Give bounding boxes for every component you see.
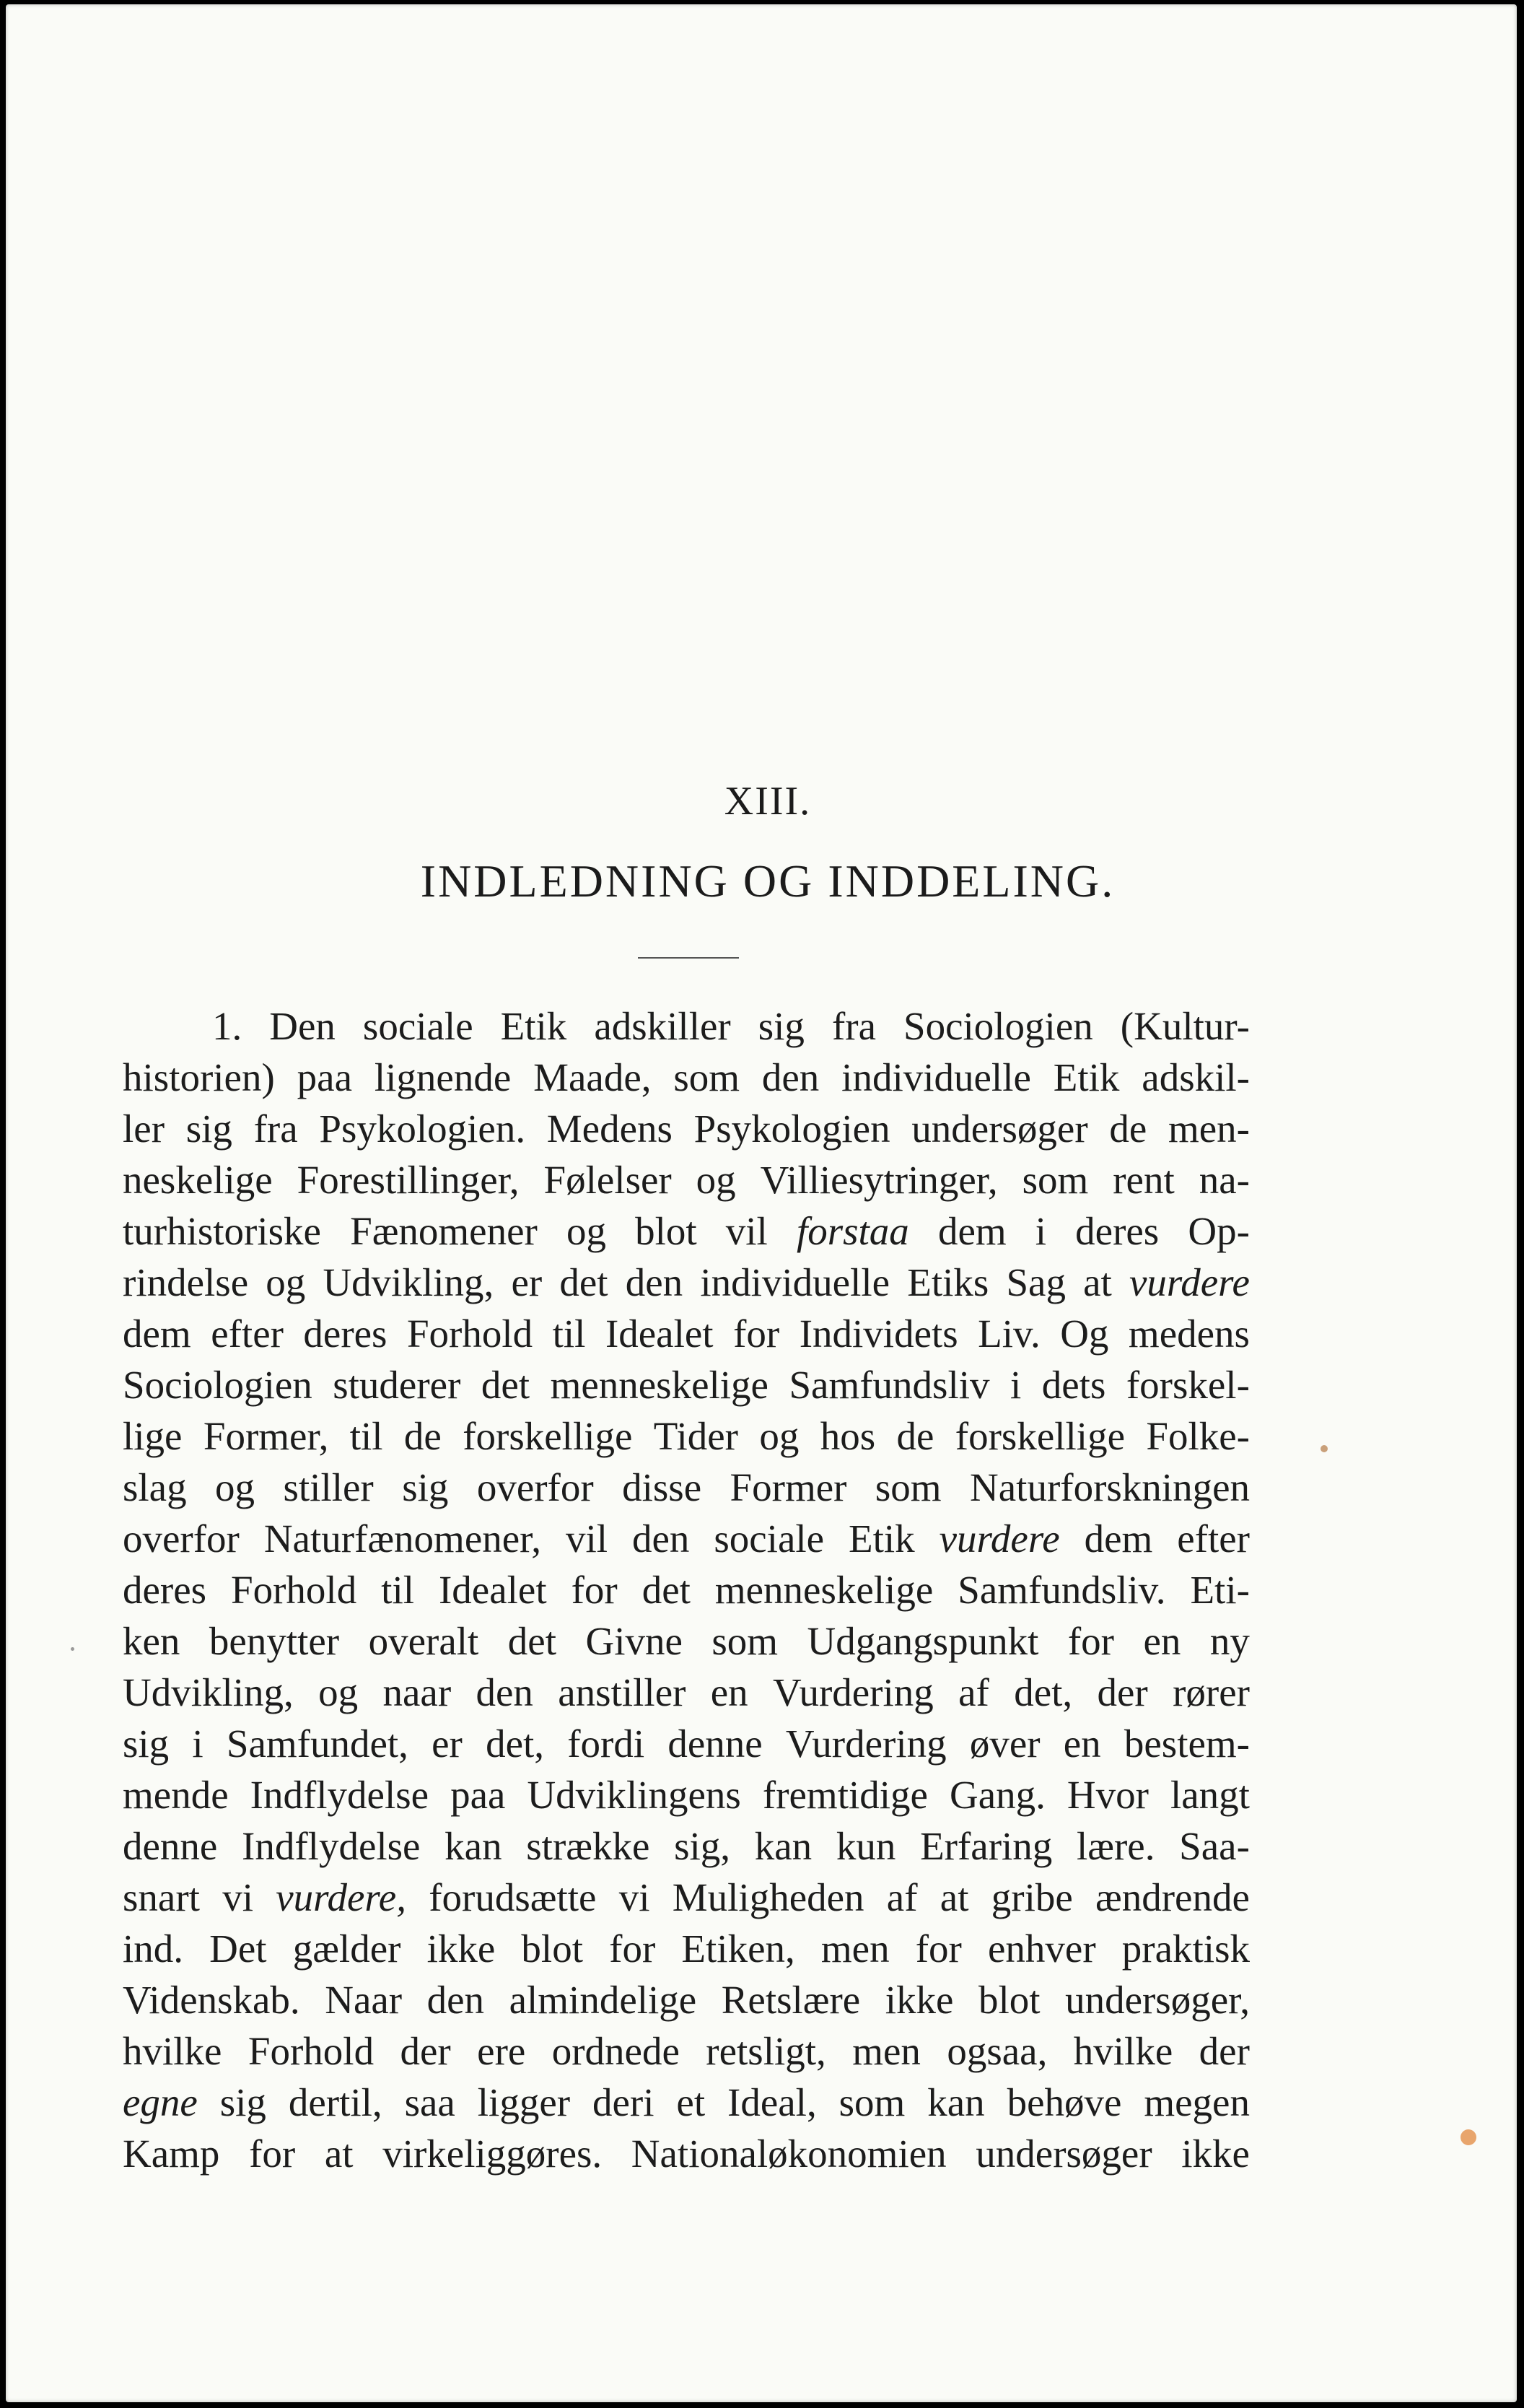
text-line: ken benytter overalt det Givne som Udgangspunkt for en ny: [123, 1619, 1250, 1663]
text-line: denne Indflydelse kan strække sig, kan kun Erfaring lære. Saa-: [123, 1824, 1250, 1868]
book-page: [6, 4, 1517, 2402]
paper-speck: [1321, 1445, 1328, 1452]
text-line: neskelige Forestillinger, Følelser og Villiesytringer, som rent na-: [123, 1158, 1250, 1202]
body-paragraph: [123, 1000, 1250, 2179]
text-line: overfor Naturfænomener, vil den sociale Etik vurdere dem efter: [123, 1517, 1250, 1561]
paper-speck: [71, 1647, 74, 1651]
text-line: sig i Samfundet, er det, fordi denne Vurdering øver en bestem-: [123, 1722, 1250, 1766]
text-line: egne sig dertil, saa ligger deri et Ideal, som kan behøve megen: [123, 2080, 1250, 2124]
text-line: lige Former, til de forskellige Tider og hos de forskellige Folke-: [123, 1414, 1250, 1458]
text-line: 1. Den sociale Etik adskiller sig fra Sociologien (Kultur-: [212, 1004, 1250, 1048]
chapter-title: INDLEDNING OG INDDELING.: [420, 855, 1116, 907]
chapter-number: XIII.: [724, 779, 812, 824]
text-line: historien) paa lignende Maade, som den individuelle Etik adskil-: [123, 1055, 1250, 1099]
text-line: Videnskab. Naar den almindelige Retslære ikke blot undersøger,: [123, 1978, 1250, 2022]
paper-speck: [1460, 2129, 1476, 2145]
text-line: Kamp for at virkeliggøres. Nationaløkonomien undersøger ikke: [123, 2132, 1250, 2176]
text-line: hvilke Forhold der ere ordnede retsligt, men ogsaa, hvilke der: [123, 2029, 1250, 2073]
text-line: mende Indflydelse paa Udviklingens fremtidige Gang. Hvor langt: [123, 1773, 1250, 1817]
text-line: ler sig fra Psykologien. Medens Psykologien undersøger de men-: [123, 1107, 1250, 1151]
text-line: snart vi vurdere, forudsætte vi Muligheden af at gribe ændrende: [123, 1875, 1250, 1919]
text-line: slag og stiller sig overfor disse Former som Naturforskningen: [123, 1465, 1250, 1509]
title-divider: [638, 957, 739, 959]
text-line: turhistoriske Fænomener og blot vil forstaa dem i deres Op-: [123, 1209, 1250, 1253]
text-line: deres Forhold til Idealet for det menneskelige Samfundsliv. Eti-: [123, 1568, 1250, 1612]
text-line: dem efter deres Forhold til Idealet for Individets Liv. Og medens: [123, 1312, 1250, 1356]
text-line: Sociologien studerer det menneskelige Samfundsliv i dets forskel-: [123, 1363, 1250, 1407]
text-line: Udvikling, og naar den anstiller en Vurdering af det, der rører: [123, 1670, 1250, 1714]
text-line: ind. Det gælder ikke blot for Etiken, men for enhver praktisk: [123, 1927, 1250, 1971]
text-line: rindelse og Udvikling, er det den individuelle Etiks Sag at vurdere: [123, 1260, 1250, 1304]
